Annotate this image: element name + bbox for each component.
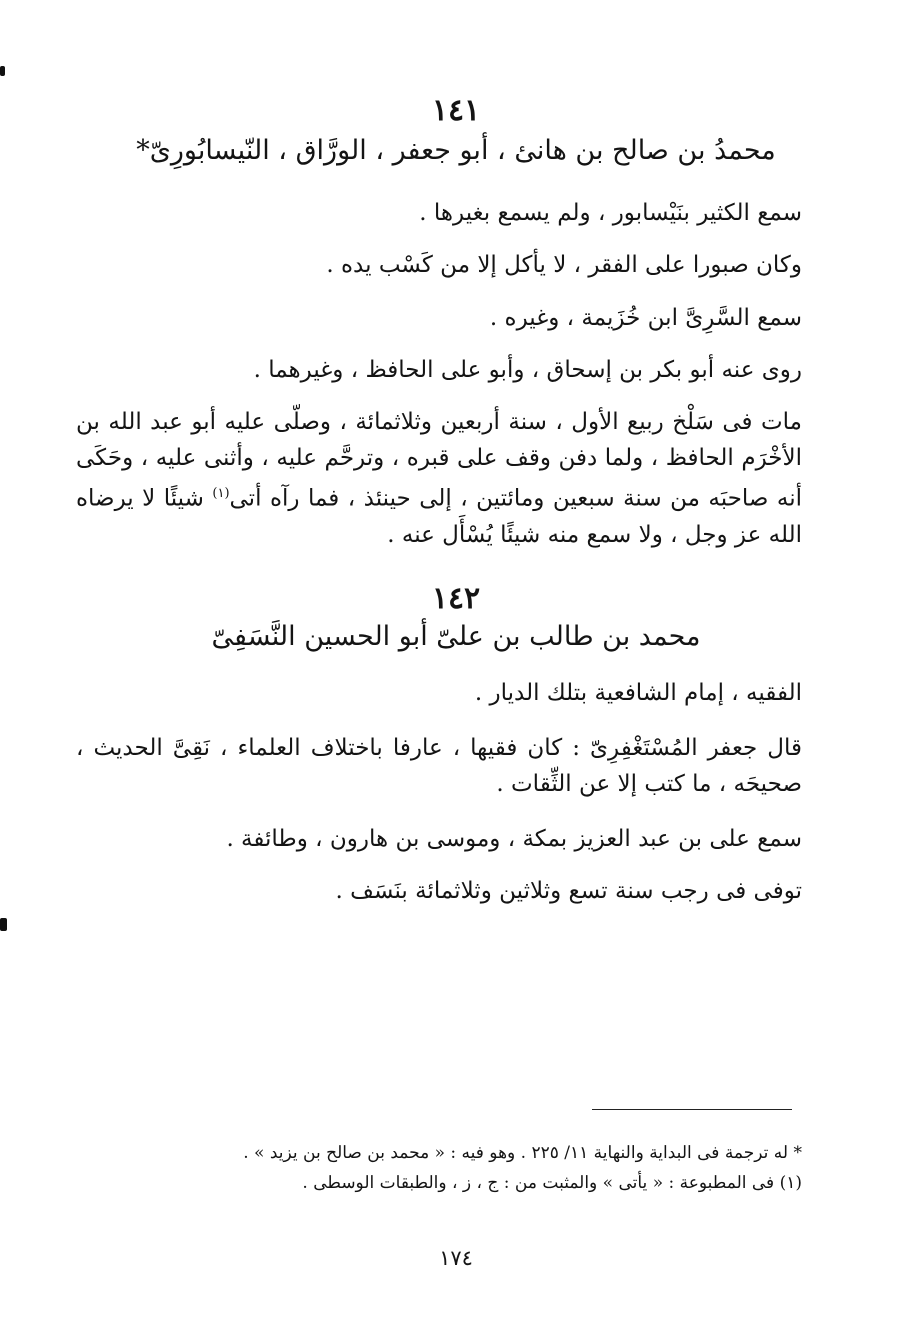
entry-142-line-1: الفقيه ، إمام الشافعية بتلك الديار . [474, 680, 802, 706]
entry-141-line-2: وكان صبورا على الفقر ، لا يأكل إلا من كَسْب يده . [326, 252, 802, 278]
entry-142-line-2: سمع على بن عبد العزيز بمكة ، وموسى بن هارون ، وطائفة . [226, 826, 802, 852]
footnote-star: * له ترجمة فى البداية والنهاية ١١/ ٢٢٥ . وهو فيه : « محمد بن صالح بن يزيد » . [243, 1143, 802, 1163]
entry-title-142: محمد بن طالب بن علىّ أبو الحسين النَّسَفِىّ [211, 621, 701, 652]
entry-142-quote-paragraph: قال جعفر المُسْتَغْفِرِىّ : كان فقيها ، عارفا باختلاف العلماء ، نَقِىَّ الحديث ، صحيحَه ، ما كتب إلا عن الثِّقات . [76, 735, 802, 797]
entry-142-line-3: توفى فى رجب سنة تسع وثلاثين وثلاثمائة بنَسَف . [335, 878, 802, 904]
death-paragraph-text-a: مات فى سَلْخ ربيع الأول ، سنة أربعين وثلاثمائة ، وصلّى عليه أبو عبد الله بن الأخْرَم الحافظ ، ولما دفن وقف على قبره ، وترحَّم عليه ، وأثنى عليه ، وحَكَى أنه صاحبَه من سنة سبعين ومائتين ، إلى حينئذ ، فما رآه أتى [76, 409, 802, 512]
footnote-divider [592, 1109, 792, 1110]
entry-number-141: ١٤١ [431, 93, 481, 128]
left-edge-mark-top [0, 66, 5, 76]
footnote-ref-1: (١) [212, 486, 230, 501]
left-edge-mark-bottom [0, 918, 7, 931]
entry-141-line-1: سمع الكثير بنَيْسابور ، ولم يسمع بغيرها . [419, 200, 802, 226]
footnote-1: (١) فى المطبوعة : « يأتى » والمثبت من : ج ، ز ، والطبقات الوسطى . [302, 1173, 802, 1193]
death-paragraph-text-b: شيئًا لا يرضاه الله عز وجل ، ولا سمع منه شيئًا يُسْأَل عنه . [76, 485, 802, 548]
page-number: ١٧٤ [439, 1246, 473, 1270]
entry-141-line-3: سمع السَّرِىَّ ابن خُزَيمة ، وغيره . [489, 305, 802, 331]
entry-141-line-4: روى عنه أبو بكر بن إسحاق ، وأبو على الحافظ ، وغيرهما . [253, 357, 802, 383]
entry-title-141: محمدُ بن صالح بن هانئ ، أبو جعفر ، الورَّاق ، النّيسابُورِىّ* [136, 135, 776, 166]
entry-141-death-paragraph [76, 404, 802, 553]
entry-number-142: ١٤٢ [431, 581, 481, 616]
